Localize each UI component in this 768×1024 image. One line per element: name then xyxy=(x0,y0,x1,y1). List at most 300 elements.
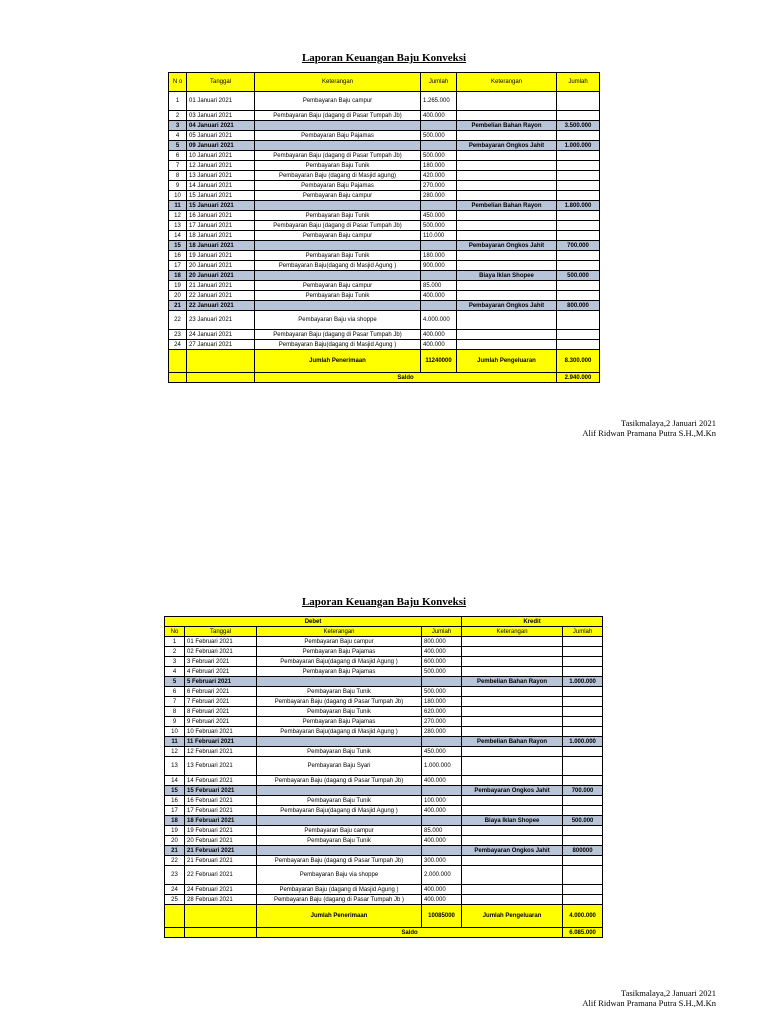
row-no: 20 xyxy=(169,291,187,301)
saldo-label: Saldo xyxy=(255,373,557,383)
header-keterangan: Keterangan xyxy=(255,73,421,92)
row-description: Pembayaran Baju via shoppe xyxy=(257,866,422,885)
row-description xyxy=(257,816,422,826)
table-row xyxy=(169,141,600,151)
header-tanggal: Tanggal xyxy=(187,73,255,92)
row-amount: 500.000 xyxy=(421,151,457,161)
table-row xyxy=(165,826,603,836)
row-amount: 300.000 xyxy=(422,856,462,866)
row-no: 2 xyxy=(165,647,185,657)
row-no: 3 xyxy=(165,657,185,667)
row-credit-description xyxy=(462,667,563,677)
row-amount: 400.000 xyxy=(421,330,457,340)
row-credit-amount xyxy=(563,727,603,737)
row-description xyxy=(257,846,422,856)
row-date: 6 Februari 2021 xyxy=(185,687,257,697)
row-credit-description xyxy=(462,687,563,697)
row-amount: 400.000 xyxy=(422,776,462,786)
table-row xyxy=(165,885,603,895)
row-description: Pembayaran Baju Tunik xyxy=(257,687,422,697)
row-no: 13 xyxy=(169,221,187,231)
group-header-row xyxy=(165,617,603,627)
row-date: 04 Januari 2021 xyxy=(187,121,255,131)
table-row xyxy=(165,757,603,776)
row-amount: 500.000 xyxy=(421,221,457,231)
row-description: Pembayaran Baju (dagang di Masjid Agung ) xyxy=(257,885,422,895)
table-row xyxy=(169,340,600,350)
row-description: Pembayaran Baju Tunik xyxy=(255,291,421,301)
row-credit-description xyxy=(462,697,563,707)
row-description xyxy=(257,737,422,747)
table-row xyxy=(169,241,600,251)
total-receipts-value: 10085000 xyxy=(422,905,462,928)
table-row xyxy=(165,687,603,697)
totals-blank xyxy=(165,905,185,928)
table-row xyxy=(169,201,600,211)
table-row xyxy=(169,131,600,141)
row-amount: 620.000 xyxy=(422,707,462,717)
table-row xyxy=(165,697,603,707)
table-row xyxy=(169,171,600,181)
table-row xyxy=(169,151,600,161)
row-credit-amount xyxy=(557,151,600,161)
table-row xyxy=(169,261,600,271)
row-amount xyxy=(421,201,457,211)
row-date: 16 Februari 2021 xyxy=(185,796,257,806)
row-date: 13 Januari 2021 xyxy=(187,171,255,181)
row-credit-description: Pembayaran Ongkos Jahit xyxy=(462,786,563,796)
row-credit-amount: 500.000 xyxy=(557,271,600,281)
row-credit-amount xyxy=(557,181,600,191)
row-no: 14 xyxy=(165,776,185,786)
totals-blank xyxy=(169,350,187,373)
row-credit-amount xyxy=(563,776,603,786)
row-credit-amount xyxy=(557,251,600,261)
report1-signer: Alif Ridwan Pramana Putra S.H.,M.Kn xyxy=(582,428,716,438)
row-description xyxy=(255,301,421,311)
row-description: Pembayaran Baju Tunik xyxy=(257,836,422,846)
table-row xyxy=(169,221,600,231)
row-date: 21 Januari 2021 xyxy=(187,281,255,291)
row-amount: 900.000 xyxy=(421,261,457,271)
row-date: 19 Februari 2021 xyxy=(185,826,257,836)
row-credit-description xyxy=(457,340,557,350)
row-description: Pembayaran Baju campur xyxy=(255,281,421,291)
row-description: Pembayaran Baju (dagang di Pasar Tumpah Jb) xyxy=(255,111,421,121)
row-date: 20 Januari 2021 xyxy=(187,261,255,271)
total-receipts-label: Jumlah Penerimaan xyxy=(257,905,422,928)
table-row xyxy=(169,231,600,241)
saldo-value: 2.940.000 xyxy=(557,373,600,383)
row-description xyxy=(257,786,422,796)
table-header-row xyxy=(165,627,603,637)
row-date: 8 Februari 2021 xyxy=(185,707,257,717)
row-no: 23 xyxy=(169,330,187,340)
total-receipts-label: Jumlah Penerimaan xyxy=(255,350,421,373)
row-no: 25 xyxy=(165,895,185,905)
row-description: Pembayaran Baju campur xyxy=(255,231,421,241)
row-date: 21 Februari 2021 xyxy=(185,846,257,856)
saldo-row xyxy=(169,373,600,383)
row-credit-description xyxy=(462,806,563,816)
header-keterangan: Keterangan xyxy=(257,627,422,637)
row-credit-amount xyxy=(563,657,603,667)
row-amount xyxy=(422,846,462,856)
row-credit-description xyxy=(462,826,563,836)
totals-row xyxy=(169,350,600,373)
row-amount: 85.000 xyxy=(422,826,462,836)
row-amount: 400.000 xyxy=(422,895,462,905)
row-credit-amount xyxy=(563,836,603,846)
row-no: 16 xyxy=(165,796,185,806)
row-no: 13 xyxy=(165,757,185,776)
row-description: Pembayaran Baju Tunik xyxy=(257,747,422,757)
row-no: 7 xyxy=(165,697,185,707)
row-credit-description xyxy=(462,895,563,905)
row-credit-amount xyxy=(557,191,600,201)
table-row xyxy=(165,727,603,737)
row-credit-description: Pembayaran Ongkos Jahit xyxy=(457,241,557,251)
row-credit-description xyxy=(462,707,563,717)
row-no: 23 xyxy=(165,866,185,885)
row-amount: 85.000 xyxy=(421,281,457,291)
row-amount: 400.000 xyxy=(421,291,457,301)
row-credit-amount xyxy=(557,211,600,221)
totals-row xyxy=(165,905,603,928)
row-credit-description: Pembayaran Ongkos Jahit xyxy=(462,846,563,856)
row-credit-description xyxy=(462,717,563,727)
row-credit-description xyxy=(462,647,563,657)
row-amount: 500.000 xyxy=(421,131,457,141)
row-amount: 280.000 xyxy=(422,727,462,737)
table-row xyxy=(165,737,603,747)
row-no: 10 xyxy=(165,727,185,737)
row-credit-description xyxy=(457,291,557,301)
row-no: 4 xyxy=(165,667,185,677)
report2-title: Laporan Keuangan Baju Konveksi xyxy=(301,596,467,608)
total-expenses-label: Jumlah Pengeluaran xyxy=(457,350,557,373)
table-row xyxy=(165,657,603,667)
row-date: 21 Februari 2021 xyxy=(185,856,257,866)
row-amount xyxy=(421,241,457,251)
row-date: 15 Januari 2021 xyxy=(187,191,255,201)
table-row xyxy=(165,677,603,687)
row-credit-amount xyxy=(563,885,603,895)
saldo-blank xyxy=(185,928,257,938)
report2-place-date: Tasikmalaya,2 Januari 2021 xyxy=(620,988,716,998)
row-amount: 180.000 xyxy=(421,251,457,261)
row-amount: 280.000 xyxy=(421,191,457,201)
row-credit-description xyxy=(457,151,557,161)
row-credit-description xyxy=(457,221,557,231)
row-description: Pembayaran Baju (dagang di Masjid agung) xyxy=(255,171,421,181)
row-credit-amount: 1.000.000 xyxy=(563,737,603,747)
row-no: 12 xyxy=(165,747,185,757)
row-amount: 270.000 xyxy=(421,181,457,191)
row-credit-description xyxy=(462,885,563,895)
row-date: 12 Januari 2021 xyxy=(187,161,255,171)
row-amount: 500.000 xyxy=(422,687,462,697)
row-date: 10 Februari 2021 xyxy=(185,727,257,737)
row-description: Pembayaran Baju via shoppe xyxy=(255,311,421,330)
row-no: 1 xyxy=(165,637,185,647)
table-row xyxy=(169,92,600,111)
table-row xyxy=(165,717,603,727)
table-row xyxy=(169,191,600,201)
row-credit-amount xyxy=(563,687,603,697)
row-date: 16 Januari 2021 xyxy=(187,211,255,221)
row-amount: 180.000 xyxy=(421,161,457,171)
row-credit-description xyxy=(457,261,557,271)
row-credit-description xyxy=(457,251,557,261)
row-description: Pembayaran Baju Tunik xyxy=(255,211,421,221)
row-credit-amount xyxy=(557,92,600,111)
row-credit-amount xyxy=(557,311,600,330)
row-amount: 400.000 xyxy=(422,885,462,895)
row-description xyxy=(255,201,421,211)
row-date: 19 Januari 2021 xyxy=(187,251,255,261)
row-credit-amount: 500.000 xyxy=(563,816,603,826)
row-no: 15 xyxy=(165,786,185,796)
row-no: 19 xyxy=(169,281,187,291)
row-description xyxy=(255,271,421,281)
row-description: Pembayaran Baju campur xyxy=(257,637,422,647)
row-credit-amount: 800.000 xyxy=(557,301,600,311)
row-date: 12 Februari 2021 xyxy=(185,747,257,757)
row-date: 13 Februari 2021 xyxy=(185,757,257,776)
row-date: 9 Februari 2021 xyxy=(185,717,257,727)
row-description: Pembayaran Baju(dagang di Masjid Agung ) xyxy=(257,727,422,737)
row-credit-amount xyxy=(563,667,603,677)
total-receipts-value: 11240000 xyxy=(421,350,457,373)
row-no: 21 xyxy=(169,301,187,311)
row-date: 22 Januari 2021 xyxy=(187,301,255,311)
row-credit-description xyxy=(457,181,557,191)
total-expenses-label: Jumlah Pengeluaran xyxy=(462,905,563,928)
row-date: 15 Januari 2021 xyxy=(187,201,255,211)
row-credit-amount xyxy=(557,281,600,291)
table-row xyxy=(165,707,603,717)
row-date: 18 Januari 2021 xyxy=(187,231,255,241)
row-credit-amount xyxy=(557,340,600,350)
row-amount: 100.000 xyxy=(422,796,462,806)
row-description: Pembayaran Baju Tunik xyxy=(255,251,421,261)
row-no: 15 xyxy=(169,241,187,251)
row-credit-description xyxy=(457,211,557,221)
row-date: 7 Februari 2021 xyxy=(185,697,257,707)
row-date: 11 Februari 2021 xyxy=(185,737,257,747)
row-credit-description: Pembayaran Ongkos Jahit xyxy=(457,301,557,311)
table-row xyxy=(169,301,600,311)
row-amount: 1.265.000 xyxy=(421,92,457,111)
row-no: 8 xyxy=(169,171,187,181)
row-credit-description xyxy=(462,727,563,737)
row-amount: 450.000 xyxy=(422,747,462,757)
row-date: 18 Februari 2021 xyxy=(185,816,257,826)
row-amount: 4.000.000 xyxy=(421,311,457,330)
row-description: Pembayaran Baju (dagang di Pasar Tumpah Jb) xyxy=(257,856,422,866)
row-credit-description xyxy=(457,131,557,141)
table-row xyxy=(169,181,600,191)
table-row xyxy=(165,796,603,806)
row-amount xyxy=(422,677,462,687)
header-jumlah-kredit: Jumlah xyxy=(557,73,600,92)
row-no: 8 xyxy=(165,707,185,717)
saldo-blank xyxy=(169,373,187,383)
row-date: 14 Januari 2021 xyxy=(187,181,255,191)
row-description: Pembayaran Baju Tunik xyxy=(255,161,421,171)
row-credit-amount xyxy=(557,291,600,301)
row-credit-description: Biaya Iklan Shopee xyxy=(457,271,557,281)
row-no: 11 xyxy=(165,737,185,747)
row-no: 18 xyxy=(169,271,187,281)
row-description: Pembayaran Baju Syari xyxy=(257,757,422,776)
saldo-value: 6.085.000 xyxy=(563,928,603,938)
row-credit-amount: 800000 xyxy=(563,846,603,856)
row-credit-description xyxy=(462,856,563,866)
row-no: 16 xyxy=(169,251,187,261)
row-credit-amount xyxy=(557,161,600,171)
table-row xyxy=(169,311,600,330)
row-date: 05 Januari 2021 xyxy=(187,131,255,141)
row-no: 3 xyxy=(169,121,187,131)
header-jumlah-kredit: Jumlah xyxy=(563,627,603,637)
row-description xyxy=(257,677,422,687)
row-credit-amount xyxy=(563,856,603,866)
row-no: 4 xyxy=(169,131,187,141)
row-credit-description xyxy=(457,161,557,171)
row-date: 14 Februari 2021 xyxy=(185,776,257,786)
table-row xyxy=(169,111,600,121)
row-credit-description xyxy=(457,171,557,181)
row-credit-description xyxy=(457,92,557,111)
table-row xyxy=(165,846,603,856)
row-description: Pembayaran Baju(dagang di Masjid Agung ) xyxy=(255,261,421,271)
row-credit-amount xyxy=(563,826,603,836)
row-credit-amount xyxy=(563,806,603,816)
row-credit-description xyxy=(462,637,563,647)
row-amount xyxy=(421,121,457,131)
saldo-blank xyxy=(187,373,255,383)
row-date: 27 Januari 2021 xyxy=(187,340,255,350)
table-row xyxy=(165,776,603,786)
row-credit-amount xyxy=(563,796,603,806)
row-date: 10 Januari 2021 xyxy=(187,151,255,161)
row-credit-description xyxy=(457,330,557,340)
row-date: 3 Februari 2021 xyxy=(185,657,257,667)
row-amount xyxy=(422,786,462,796)
row-description: Pembayaran Baju Pajamas xyxy=(257,647,422,657)
table-row xyxy=(169,330,600,340)
row-description: Pembayaran Baju (dagang di Pasar Tumpah Jb) xyxy=(255,151,421,161)
row-amount: 450.000 xyxy=(421,211,457,221)
table-row xyxy=(169,161,600,171)
row-credit-amount: 1.800.000 xyxy=(557,201,600,211)
row-date: 24 Januari 2021 xyxy=(187,330,255,340)
row-amount: 180.000 xyxy=(422,697,462,707)
row-credit-amount xyxy=(557,221,600,231)
row-credit-description: Pembelian Bahan Rayon xyxy=(457,201,557,211)
table-row xyxy=(165,806,603,816)
report1-place-date: Tasikmalaya,2 Januari 2021 xyxy=(620,418,716,428)
row-no: 21 xyxy=(165,846,185,856)
row-description: Pembayaran Baju(dagang di Masjid Agung ) xyxy=(257,657,422,667)
row-description: Pembayaran Baju Pajamas xyxy=(257,717,422,727)
header-jumlah: Jumlah xyxy=(421,73,457,92)
row-no: 2 xyxy=(169,111,187,121)
row-credit-amount xyxy=(557,330,600,340)
row-description xyxy=(255,121,421,131)
row-credit-amount xyxy=(563,895,603,905)
row-date: 03 Januari 2021 xyxy=(187,111,255,121)
row-no: 19 xyxy=(165,826,185,836)
row-date: 15 Februari 2021 xyxy=(185,786,257,796)
row-description: Pembayaran Baju Pajamas xyxy=(255,181,421,191)
row-description: Pembayaran Baju Tunik xyxy=(257,707,422,717)
row-no: 6 xyxy=(165,687,185,697)
row-description: Pembayaran Baju campur xyxy=(255,92,421,111)
saldo-blank xyxy=(165,928,185,938)
row-credit-amount xyxy=(563,637,603,647)
table-row xyxy=(169,251,600,261)
row-amount: 270.000 xyxy=(422,717,462,727)
row-credit-description: Pembayaran Ongkos Jahit xyxy=(457,141,557,151)
row-date: 09 Januari 2021 xyxy=(187,141,255,151)
header-no: No xyxy=(165,627,185,637)
row-amount: 400.000 xyxy=(421,111,457,121)
row-credit-amount: 1.000.000 xyxy=(557,141,600,151)
row-credit-amount xyxy=(557,261,600,271)
row-description: Pembayaran Baju (dagang di Pasar Tumpah Jb) xyxy=(255,330,421,340)
table-row xyxy=(165,647,603,657)
row-credit-amount xyxy=(563,866,603,885)
row-credit-amount xyxy=(563,707,603,717)
row-date: 20 Februari 2021 xyxy=(185,836,257,846)
row-credit-amount xyxy=(557,111,600,121)
table-row xyxy=(165,895,603,905)
row-description: Pembayaran Baju(dagang di Masjid Agung ) xyxy=(257,806,422,816)
row-credit-description xyxy=(462,657,563,667)
row-amount: 420.000 xyxy=(421,171,457,181)
row-date: 28 Februari 2021 xyxy=(185,895,257,905)
row-credit-amount: 700.000 xyxy=(557,241,600,251)
debet-group-header: Debet xyxy=(165,617,462,627)
row-description: Pembayaran Baju (dagang di Pasar Tumpah Jb ) xyxy=(257,895,422,905)
header-jumlah: Jumlah xyxy=(422,627,462,637)
row-credit-amount xyxy=(563,697,603,707)
row-credit-description xyxy=(457,281,557,291)
table-row xyxy=(169,211,600,221)
header-keterangan-kredit: Keterangan xyxy=(462,627,563,637)
row-amount: 2.000.000 xyxy=(422,866,462,885)
row-credit-description xyxy=(457,231,557,241)
row-credit-amount xyxy=(557,231,600,241)
row-credit-description: Pembelian Bahan Rayon xyxy=(462,677,563,687)
table-row xyxy=(165,866,603,885)
row-amount: 400.000 xyxy=(422,806,462,816)
row-credit-description xyxy=(462,776,563,786)
row-no: 18 xyxy=(165,816,185,826)
header-tanggal: Tanggal xyxy=(185,627,257,637)
row-no: 1 xyxy=(169,92,187,111)
row-no: 14 xyxy=(169,231,187,241)
report1-title: Laporan Keuangan Baju Konveksi xyxy=(301,52,467,64)
row-credit-description: Biaya Iklan Shopee xyxy=(462,816,563,826)
row-no: 24 xyxy=(165,885,185,895)
row-no: 22 xyxy=(165,856,185,866)
row-amount xyxy=(421,271,457,281)
row-credit-amount xyxy=(557,131,600,141)
